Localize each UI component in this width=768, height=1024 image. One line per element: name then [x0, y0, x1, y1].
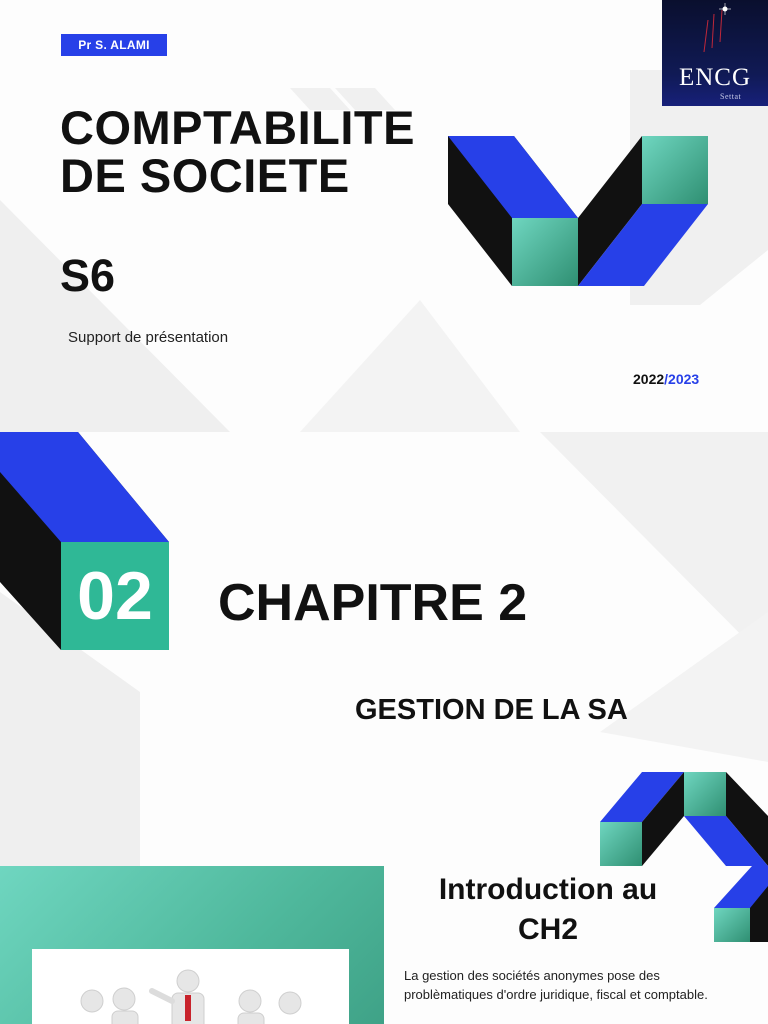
corner-block-graphic	[598, 772, 768, 866]
intro-text-line-2: problèmatiques d'ordre juridique, fiscal et comptable.	[404, 987, 708, 1002]
logo-star-icon	[662, 0, 768, 60]
page-title	[60, 101, 415, 202]
title-line-2: DE SOCIETE	[60, 149, 350, 202]
year-start: 2022	[633, 371, 665, 387]
year-end: 2023	[668, 371, 700, 387]
introduction-title	[408, 870, 688, 950]
author-badge: Pr S. ALAMI	[61, 34, 167, 56]
intro-title-line-1: Introduction au	[438, 873, 658, 906]
title-slide	[0, 0, 768, 432]
v-block-graphic	[448, 136, 710, 288]
people-icon	[32, 949, 349, 1024]
chapter-slide	[0, 432, 768, 866]
subtitle: Support de présentation	[68, 329, 229, 346]
introduction-text	[404, 966, 754, 1004]
business-team-illustration	[32, 949, 349, 1024]
chapter-title: CHAPITRE 2	[218, 574, 528, 632]
logo-subtext: Settat	[720, 92, 742, 101]
introduction-slide	[0, 866, 768, 1024]
encg-logo	[662, 0, 768, 106]
intro-title-line-2: CH2	[517, 913, 578, 946]
intro-text-line-1: La gestion des sociétés anonymes pose des	[404, 968, 660, 983]
semester-label: S6	[60, 250, 116, 301]
year-separator: /	[664, 371, 669, 387]
chapter-number: 02	[61, 542, 169, 650]
academic-year	[633, 371, 699, 387]
chapter-subtitle: GESTION DE LA SA	[355, 694, 628, 726]
side-block-graphic	[712, 866, 768, 944]
title-line-1: COMPTABILITE	[60, 101, 415, 154]
logo-text: ENCG	[678, 64, 752, 91]
